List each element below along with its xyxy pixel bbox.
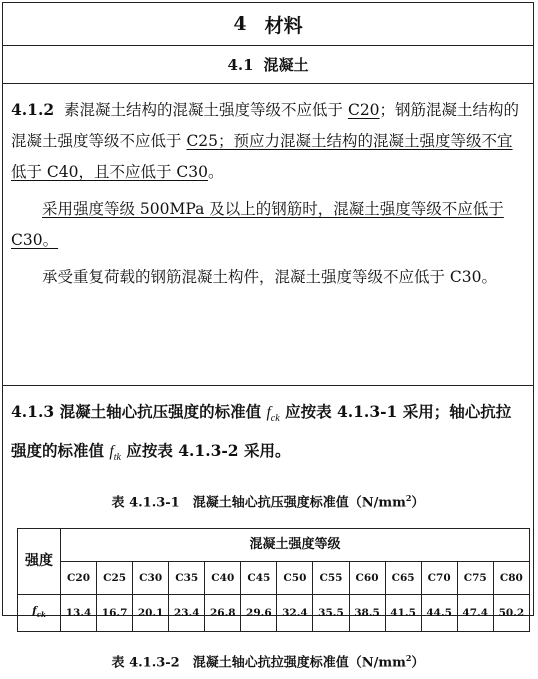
value-cell: 32.4 <box>277 594 313 631</box>
symbol-letter: f <box>109 443 114 461</box>
text-run: 素混凝土结构的混凝土强度等级不应低于 <box>64 101 348 119</box>
text-run: ；钢筋混凝土结构的混凝土强度等级不应低于 <box>11 101 520 150</box>
chapter-title: 材料 <box>264 14 303 37</box>
clause-4-1-2 <box>3 84 533 386</box>
value-cell: 44.5 <box>421 594 457 631</box>
symbol <box>109 443 121 464</box>
row-header: 强度 <box>18 528 61 594</box>
grade-cell: C25 <box>97 561 133 594</box>
caption-text: 表 4.1.3-1 混凝土轴心抗压强度标准值（N/mm <box>111 495 406 511</box>
symbol-sub: tk <box>113 452 121 464</box>
caption-text: ） <box>411 495 425 511</box>
table-2-caption <box>11 642 525 679</box>
grade-row <box>18 561 530 594</box>
value-cell: 20.1 <box>133 594 169 631</box>
clause-4-1-3-text <box>11 396 525 474</box>
grade-cell: C70 <box>421 561 457 594</box>
grade-cell: C45 <box>241 561 277 594</box>
grade-group-header: 混凝土强度等级 <box>61 528 530 561</box>
symbol <box>266 404 280 425</box>
caption-sup: 2 <box>405 493 412 504</box>
clause-number: 4.1.2 <box>11 100 55 119</box>
grade-cell: C65 <box>385 561 421 594</box>
grade-cell: C50 <box>277 561 313 594</box>
clause-4-1-2-para-2 <box>11 194 525 256</box>
grade-cell: C75 <box>457 561 493 594</box>
value-cell: 47.4 <box>457 594 493 631</box>
clause-number: 4.1.3 <box>11 402 55 421</box>
text-run: 。 <box>208 163 224 181</box>
document-frame <box>2 2 534 670</box>
text-run: ；预应力混凝土结构的混凝土强度等级不宜低于 C40，且不应低于 C30 <box>11 132 513 181</box>
value-cell: 35.5 <box>313 594 349 631</box>
text-run: 采用强度等级 500MPa 及以上的钢筋时，混凝土强度等级不应低于 C30。 <box>11 200 504 249</box>
text-run: 应按表 4.1.3-2 采用。 <box>120 441 291 461</box>
clause-4-1-2-para-3: 承受重复荷载的钢筋混凝土构件，混凝土强度等级不应低于 C30。 <box>42 268 498 286</box>
grade-cell: C80 <box>493 561 529 594</box>
value-cell: 50.2 <box>493 594 529 631</box>
grade-cell: C35 <box>169 561 205 594</box>
strength-table <box>17 528 530 632</box>
caption-sup: 2 <box>405 652 412 663</box>
symbol-cell <box>18 594 61 631</box>
value-cell: 23.4 <box>169 594 205 631</box>
clause-4-1-3 <box>3 386 533 679</box>
text-run: 混凝土轴心抗压强度的标准值 <box>59 402 267 421</box>
symbol-letter: f <box>32 604 37 617</box>
symbol-sub: ck <box>36 609 46 619</box>
section-title: 混凝土 <box>263 56 309 74</box>
grade-cell: C60 <box>349 561 385 594</box>
grade-cell: C55 <box>313 561 349 594</box>
value-row <box>18 594 530 631</box>
chapter-heading <box>3 3 533 46</box>
caption-text: ） <box>411 654 425 670</box>
symbol-sub: ck <box>270 413 280 425</box>
grade-cell: C40 <box>205 561 241 594</box>
value-cell: 13.4 <box>61 594 97 631</box>
caption-text: 表 4.1.3-2 混凝土轴心抗拉强度标准值（N/mm <box>111 654 406 670</box>
chapter-number: 4 <box>233 13 247 35</box>
section-number: 4.1 <box>227 55 254 74</box>
table-1-caption <box>11 482 525 519</box>
value-cell: 16.7 <box>97 594 133 631</box>
section-heading <box>3 46 533 84</box>
value-cell: 26.8 <box>205 594 241 631</box>
text-run: C25 <box>186 132 219 150</box>
grade-cell: C20 <box>61 561 97 594</box>
text-run: 应按表 4.1.3-1 采用；轴心抗拉强度的标准值 <box>11 402 512 461</box>
value-cell: 38.5 <box>349 594 385 631</box>
clause-4-1-2-para-1 <box>11 94 525 188</box>
grade-cell: C30 <box>133 561 169 594</box>
symbol-letter: f <box>266 404 271 421</box>
value-cell: 29.6 <box>241 594 277 631</box>
value-cell: 41.5 <box>385 594 421 631</box>
text-run: C20 <box>347 101 380 119</box>
